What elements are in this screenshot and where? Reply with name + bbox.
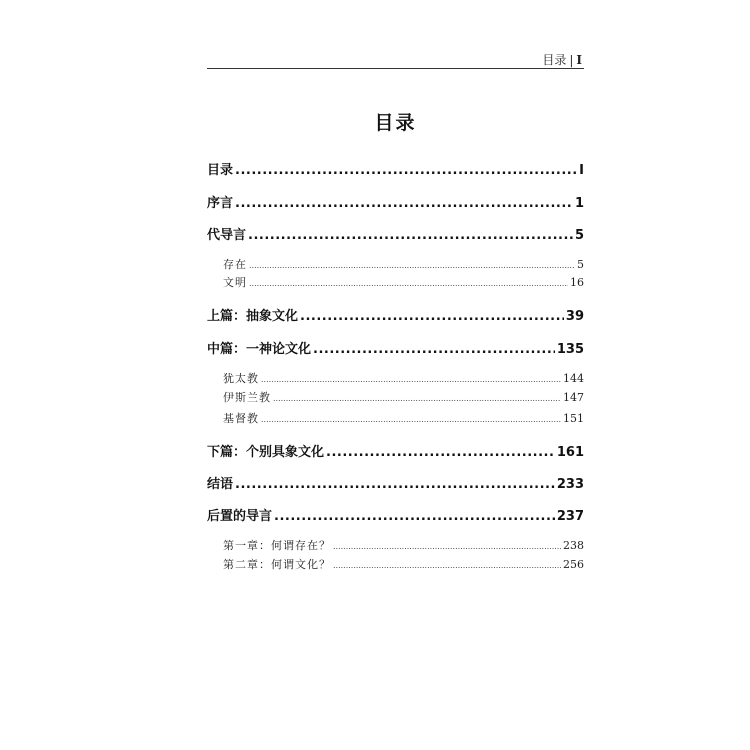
toc-page-number: 135: [556, 342, 584, 356]
toc-leader-dots: [333, 561, 561, 570]
toc-leader-dots: [235, 163, 577, 177]
toc-entry[interactable]: [207, 441, 584, 459]
toc-entry[interactable]: [207, 192, 584, 210]
toc-leader-dots: [249, 279, 568, 288]
toc-page-number: 5: [577, 258, 584, 271]
toc-leader-dots: [261, 415, 561, 424]
toc-leader-dots: [249, 261, 575, 270]
toc-subentry[interactable]: [223, 537, 584, 552]
toc-subentry-label: 伊斯兰教: [223, 391, 271, 404]
toc-page-number: 39: [565, 309, 584, 323]
toc-subentry-label: 犹太教: [223, 372, 259, 385]
toc-leader-dots: [333, 542, 561, 551]
toc-subentry[interactable]: [223, 256, 584, 271]
toc-page-number: 237: [556, 509, 584, 523]
toc-leader-dots: [326, 445, 555, 459]
toc-page-number: 1: [574, 196, 584, 210]
toc-leader-dots: [261, 375, 561, 384]
toc-entry-label: 目录: [207, 163, 234, 177]
toc-leader-dots: [273, 394, 561, 403]
toc-page-number: I: [579, 163, 584, 177]
running-header-text: [542, 51, 582, 68]
toc-page-number: 16: [570, 276, 584, 289]
toc-leader-dots: [248, 228, 573, 242]
toc-subentry-label: 第一章：何谓存在？: [223, 539, 331, 552]
toc-leader-dots: [235, 196, 573, 210]
toc-entry[interactable]: [207, 224, 584, 242]
toc-entry-label: 上篇：抽象文化: [207, 309, 299, 323]
toc-subentry-label: 第二章：何谓文化？: [223, 558, 331, 571]
toc-entry-label: 下篇：个别具象文化: [207, 445, 325, 459]
toc-page-number: 144: [563, 372, 584, 385]
toc-leader-dots: [235, 477, 555, 491]
toc-subentry-label: 文明: [223, 276, 247, 289]
toc-subentry[interactable]: [223, 389, 584, 404]
toc-subentry-label: 基督教: [223, 412, 259, 425]
toc-subentry[interactable]: [223, 556, 584, 571]
running-header-separator: |: [569, 53, 574, 67]
toc-entry-label: 结语: [207, 477, 234, 491]
toc-entry-label: 后置的导言: [207, 509, 273, 523]
toc-entry[interactable]: [207, 473, 584, 491]
toc-leader-dots: [313, 342, 555, 356]
toc-entry-label: 中篇：一神论文化: [207, 342, 312, 356]
toc-page-number: 5: [574, 228, 584, 242]
toc-leader-dots: [300, 309, 564, 323]
toc-entry[interactable]: [207, 505, 584, 523]
toc-page-number: 161: [556, 445, 584, 459]
toc-subentry[interactable]: [223, 410, 584, 425]
toc-entry[interactable]: [207, 159, 584, 177]
toc-subentry-label: 存在: [223, 258, 247, 271]
running-header-page-number: I: [576, 53, 582, 67]
toc-page-number: 238: [563, 539, 584, 552]
toc-page-number: 256: [563, 558, 584, 571]
toc-entry[interactable]: [207, 305, 584, 323]
page-title: 目录: [374, 112, 417, 134]
running-header-title: 目录: [542, 53, 567, 67]
toc-page-number: 151: [563, 412, 584, 425]
toc-entry-label: 代导言: [207, 228, 247, 242]
toc-page-number: 233: [556, 477, 584, 491]
running-header: [207, 50, 584, 69]
toc-leader-dots: [274, 509, 555, 523]
toc-subentry[interactable]: [223, 370, 584, 385]
toc-page-number: 147: [563, 391, 584, 404]
toc-subentry[interactable]: [223, 274, 584, 289]
toc-entry[interactable]: [207, 338, 584, 356]
toc-entry-label: 序言: [207, 196, 234, 210]
